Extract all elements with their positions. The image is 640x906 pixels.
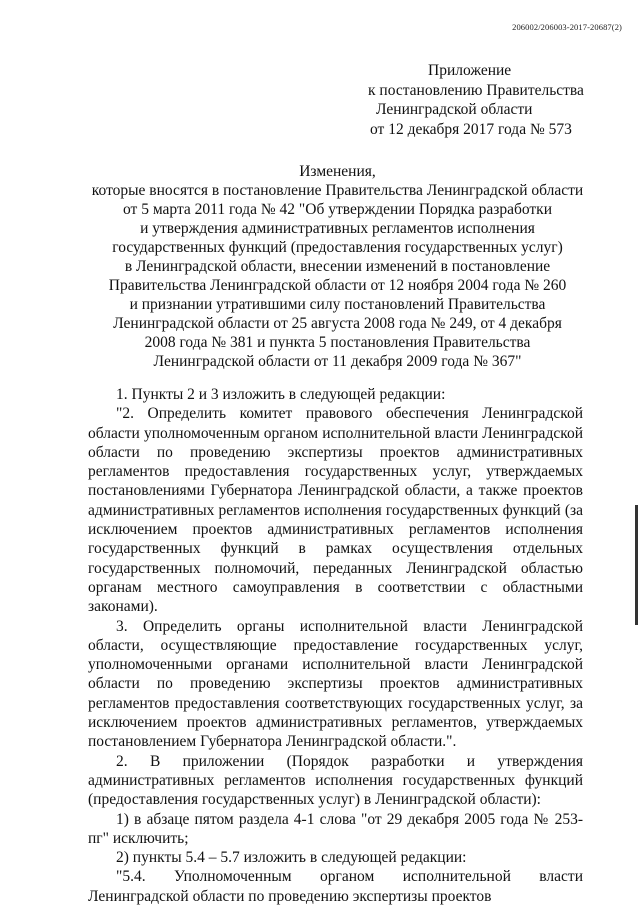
document-id: 206002/206003-2017-20687(2) bbox=[512, 22, 622, 32]
title-line: 2008 года № 381 и пункта 5 постановления Правительства bbox=[144, 334, 531, 351]
paragraph: 2. В приложении (Порядок разработки и утверждения административных регламентов исполнения государственных функций (предоставления государственных услуг) в Ленинградской области): bbox=[88, 752, 583, 809]
paragraph: 3. Определить органы исполнительной власти Ленинградской области, осуществляющие предоставление государственных услуг, уполномоченными органами исполнительной власти Ленинградской области по проведению экспертизы проектов административных регламентов предоставления соответствующих государственных услуг, за исключением проектов административных регламентов, утверждаемых постановлением Губернатора Ленинградской области.". bbox=[88, 617, 583, 751]
annex-line: к постановлению Правительства bbox=[368, 81, 584, 99]
title-line: в Ленинградской области, внесении изменений в постановление bbox=[124, 258, 551, 275]
scan-edge-mark bbox=[635, 505, 638, 625]
title-line: Правительства Ленинградской области от 12 ноября 2004 года № 260 bbox=[108, 277, 567, 294]
title-line: Изменения, bbox=[299, 163, 376, 180]
title-line: от 5 марта 2011 года № 42 "Об утверждении Порядка разработки bbox=[123, 201, 552, 218]
annex-line: Приложение bbox=[428, 62, 512, 79]
document-body bbox=[88, 385, 583, 906]
paragraph: 2) пункты 5.4 – 5.7 изложить в следующей редакции: bbox=[116, 849, 467, 867]
title-line: и признании утратившими силу постановлений Правительства bbox=[129, 296, 546, 313]
title-line: Ленинградской области от 25 августа 2008 года № 249, от 4 декабря bbox=[113, 315, 562, 332]
title-line: Ленинградской области от 11 декабря 2009 года № 367" bbox=[153, 353, 522, 370]
title-line: и утверждения административных регламентов исполнения bbox=[140, 220, 535, 237]
title-line: государственных функций (предоставления государственных услуг) bbox=[112, 239, 563, 256]
paragraph: 1) в абзаце пятом раздела 4-1 слова "от 29 декабря 2005 года № 253-пг" исключить; bbox=[88, 810, 583, 847]
paragraph: 1. Пункты 2 и 3 изложить в следующей редакции: bbox=[116, 386, 446, 403]
annex-line: Ленинградской области bbox=[376, 101, 533, 118]
annex-line: от 12 декабря 2017 года № 573 bbox=[370, 120, 572, 138]
paragraph: "2. Определить комитет правового обеспечения Ленинградской области уполномоченным органом исполнительной власти Ленинградской области по проведению экспертизы проектов административных регламентов предоставления государственных услуг, утверждаемых постановлениями Губернатора Ленинградской области, а также проектов административных регламентов исполнения государственных функций (за исключением проектов административных регламентов исполнения государственных функций в рамках осуществления отдельных государственных полномочий, переданных Ленинградской областью органам местного самоуправления в соответствии с областными законами). bbox=[88, 405, 583, 616]
paragraph: "5.4. Уполномоченным органом исполнительной власти Ленинградской области по проведению экспертизы проектов bbox=[88, 868, 583, 905]
document-title bbox=[60, 162, 615, 371]
title-line: которые вносятся в постановление Правительства Ленинградской области bbox=[91, 182, 584, 199]
annex-block bbox=[360, 61, 620, 139]
